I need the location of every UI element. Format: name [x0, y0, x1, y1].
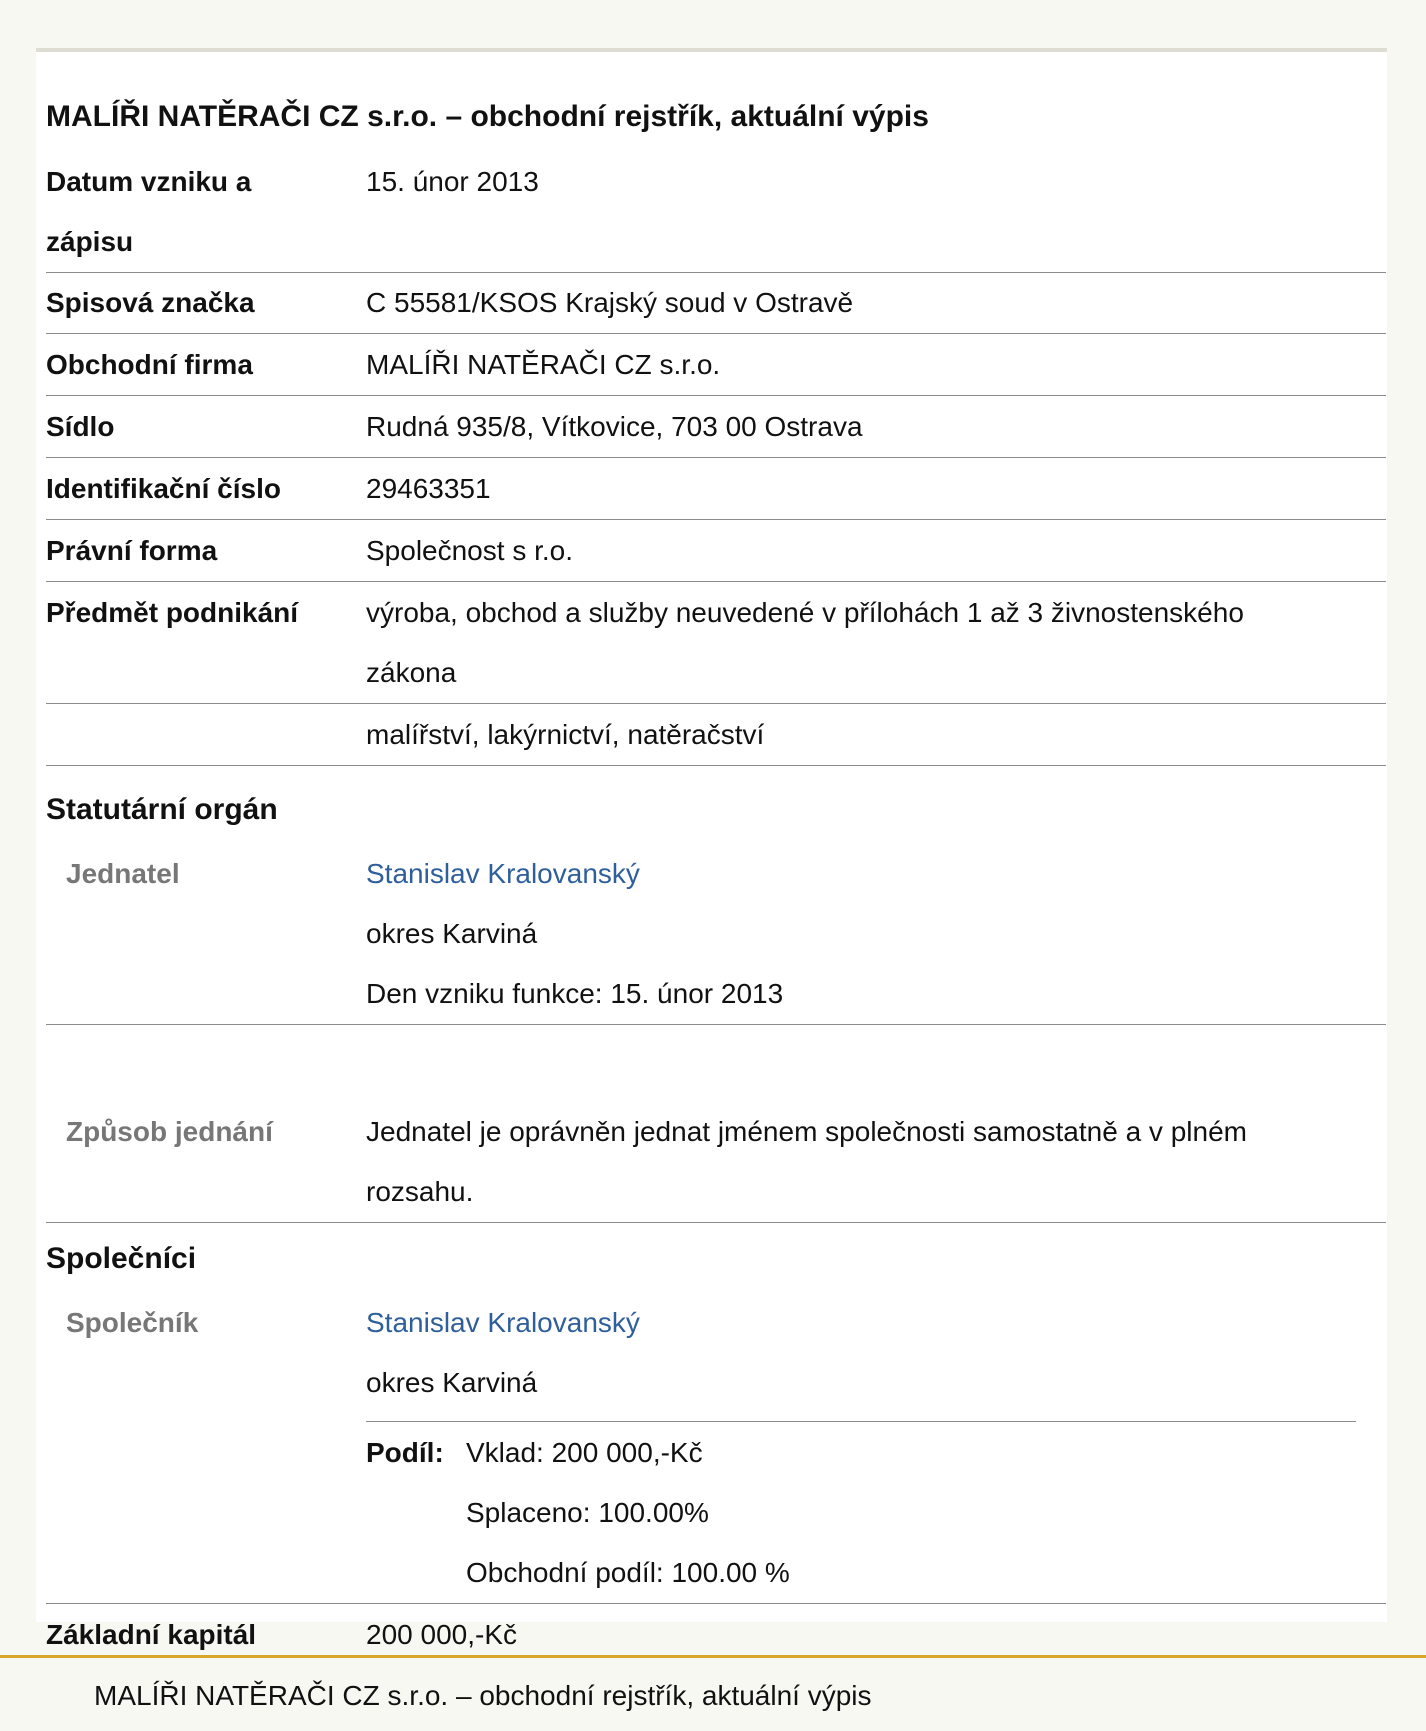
row-business-subject-extra: [46, 705, 1386, 766]
partners-heading: Společníci: [46, 1242, 197, 1275]
row-value: Rudná 935/8, Vítkovice, 703 00 Ostrava: [366, 411, 863, 442]
share-label: Podíl:: [366, 1437, 444, 1468]
share-deposit: Vklad: 200 000,-Kč: [466, 1437, 703, 1468]
row-value: Společnost s r.o.: [366, 535, 574, 566]
partner-role-label: Společník: [66, 1307, 199, 1338]
row-label: Obchodní firma: [46, 349, 253, 380]
row-value: 29463351: [366, 473, 491, 504]
manner-label: Způsob jednání: [66, 1116, 273, 1147]
footer-title: MALÍŘI NATĚRAČI CZ s.r.o. – obchodní rejstřík, aktuální výpis: [94, 1680, 872, 1711]
executive-person-link[interactable]: Stanislav Kralovanský: [366, 858, 640, 889]
row-business-subject: [46, 583, 1386, 704]
row-label-line: Datum vzniku a: [46, 166, 252, 197]
row-label-line: zápisu: [46, 226, 134, 257]
row-value: [366, 583, 1366, 703]
statutory-heading: Statutární orgán: [46, 793, 278, 826]
share-paid: Splaceno: 100.00%: [466, 1497, 709, 1528]
page-title: MALÍŘI NATĚRAČI CZ s.r.o. – obchodní rejstřík, aktuální výpis: [46, 100, 929, 133]
row-value-line: zákona: [366, 657, 457, 688]
row-label: Právní forma: [46, 535, 218, 566]
row-label: Identifikační číslo: [46, 473, 281, 504]
row-label: Sídlo: [46, 411, 115, 442]
share-divider: [366, 1421, 1356, 1422]
row-executive: [46, 844, 1386, 1025]
row-partner: [46, 1293, 1386, 1604]
executive-since: Den vzniku funkce: 15. únor 2013: [366, 978, 784, 1009]
row-value: MALÍŘI NATĚRAČI CZ s.r.o.: [366, 349, 721, 380]
row-value: 15. únor 2013: [366, 166, 539, 197]
row-label: Základní kapitál: [46, 1619, 257, 1650]
partner-person-link[interactable]: Stanislav Kralovanský: [366, 1307, 640, 1338]
executive-details: [366, 844, 1366, 1024]
share-business-share: Obchodní podíl: 100.00 %: [466, 1557, 790, 1588]
row-seat: [46, 397, 1386, 458]
partner-details: [366, 1293, 1366, 1413]
row-value: C 55581/KSOS Krajský soud v Ostravě: [366, 287, 854, 318]
registry-extract-card: [36, 52, 1387, 1650]
row-label: Spisová značka: [46, 287, 255, 318]
row-date-established: [46, 152, 1386, 273]
executive-role-label: Jednatel: [66, 858, 180, 889]
row-id-number: [46, 459, 1386, 520]
row-label: [46, 152, 346, 272]
row-file-number: [46, 273, 1386, 334]
manner-line: Jednatel je oprávněn jednat jménem společnosti samostatně a v plném: [366, 1116, 1247, 1147]
row-value: 200 000,-Kč: [366, 1619, 517, 1650]
row-label: Předmět podnikání: [46, 597, 299, 628]
row-business-name: [46, 335, 1386, 396]
row-value: malířství, lakýrnictví, natěračství: [366, 719, 765, 750]
row-value-line: výroba, obchod a služby neuvedené v přílohách 1 až 3 živnostenského: [366, 597, 1244, 628]
partner-district: okres Karviná: [366, 1367, 538, 1398]
manner-value: [366, 1102, 1366, 1222]
row-manner-of-acting: [46, 1102, 1386, 1223]
row-legal-form: [46, 521, 1386, 582]
executive-district: okres Karviná: [366, 918, 538, 949]
manner-line: rozsahu.: [366, 1176, 474, 1207]
footer-bar: [0, 1655, 1426, 1731]
